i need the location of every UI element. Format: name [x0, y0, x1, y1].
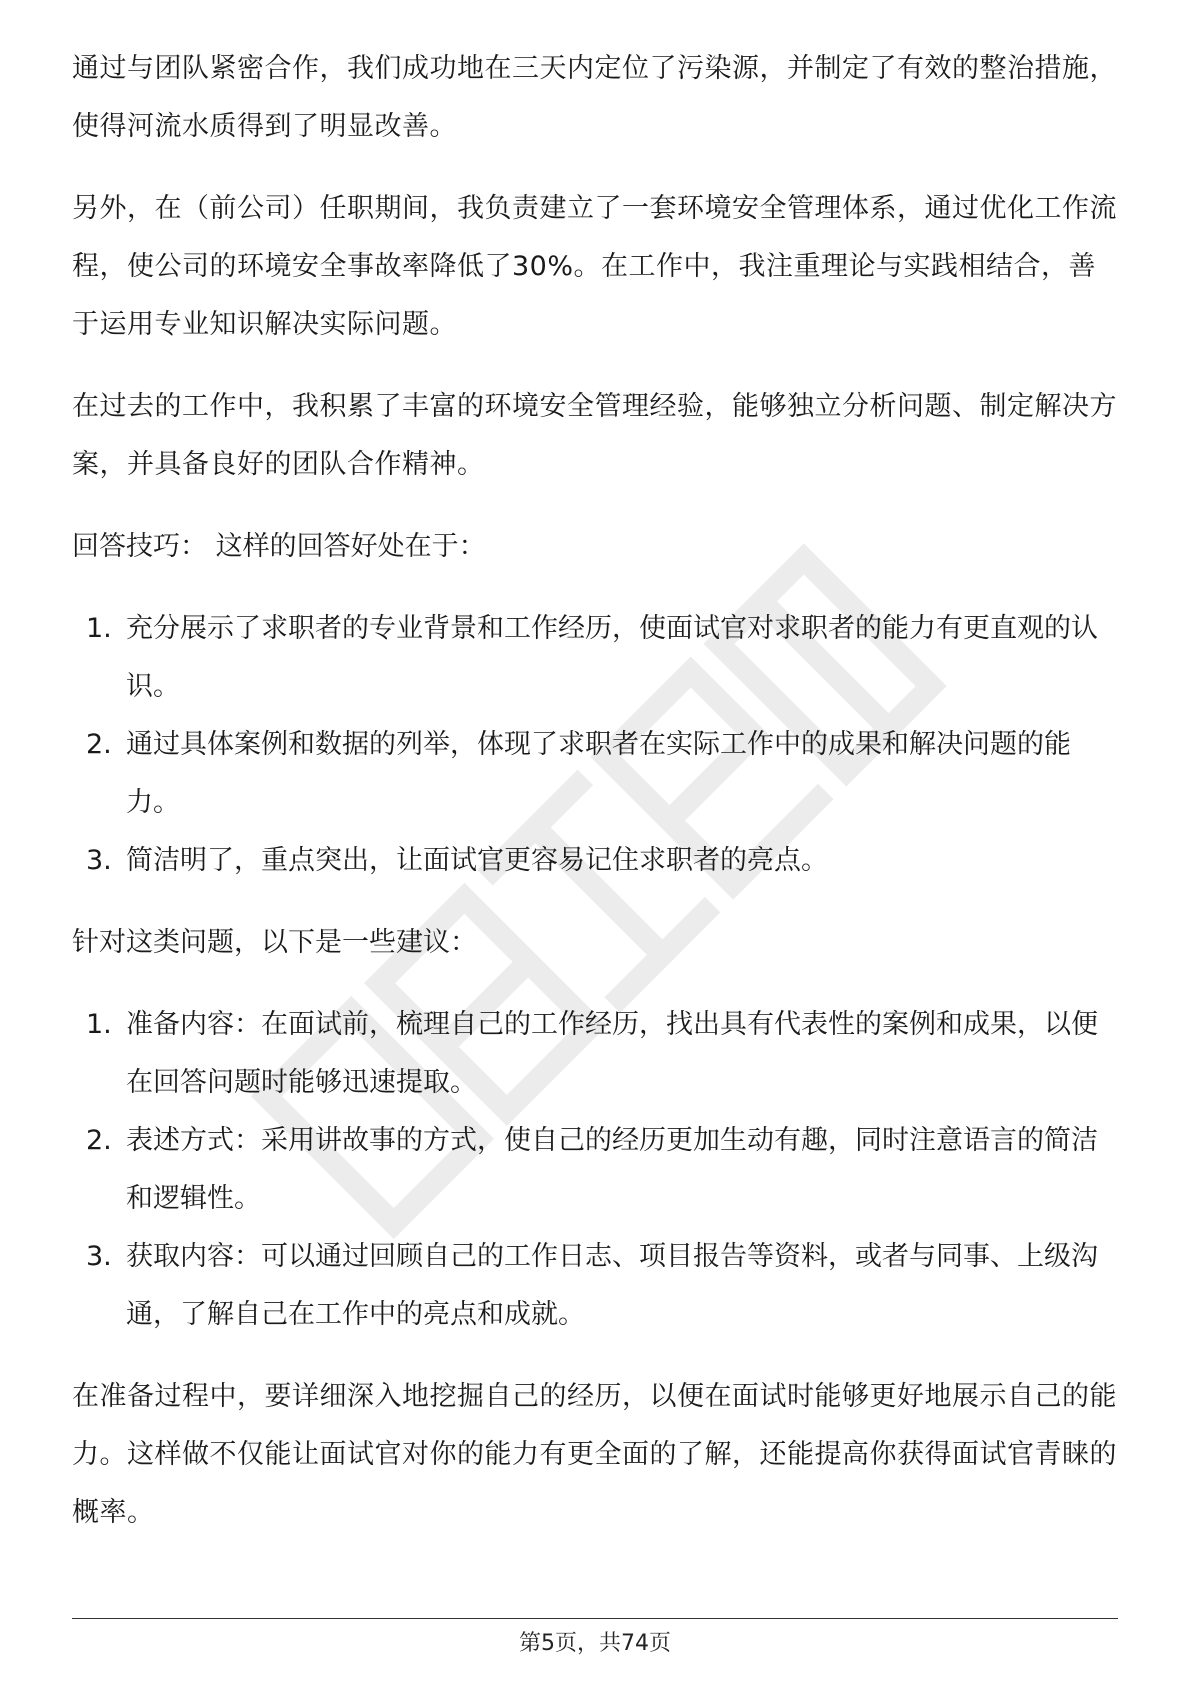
list-number: 2.	[86, 1125, 112, 1156]
paragraph-2: 另外，在（前公司）任职期间，我负责建立了一套环境安全管理体系，通过优化工作流程，使公司的环境安全事故率降低了30%。在工作中，我注重理论与实践相结合，善于运用专业知识解决实际问题。	[72, 193, 1117, 340]
closing-paragraph: 在准备过程中，要详细深入地挖掘自己的经历，以便在面试时能够更好地展示自己的能力。这样做不仅能让面试官对你的能力有更全面的了解，还能提高你获得面试官青睐的概率。	[72, 1381, 1117, 1528]
list-text: 简洁明了，重点突出，让面试官更容易记住求职者的亮点。	[126, 845, 828, 876]
list-text: 充分展示了求职者的专业背景和工作经历，使面试官对求职者的能力有更直观的认识。	[126, 613, 1098, 702]
paragraph-3: 在过去的工作中，我积累了丰富的环境安全管理经验，能够独立分析问题、制定解决方案，并具备良好的团队合作精神。	[72, 391, 1117, 480]
tips-list	[72, 600, 1118, 890]
list-item	[72, 1112, 1118, 1228]
list-item	[72, 996, 1118, 1112]
list-text: 通过具体案例和数据的列举，体现了求职者在实际工作中的成果和解决问题的能力。	[126, 729, 1071, 818]
tips-heading: 回答技巧： 这样的回答好处在于：	[72, 531, 486, 562]
list-text: 获取内容：可以通过回顾自己的工作日志、项目报告等资料，或者与同事、上级沟通，了解自己在工作中的亮点和成就。	[126, 1241, 1098, 1330]
document-body	[72, 40, 1118, 1566]
list-number: 3.	[86, 845, 112, 876]
advice-list	[72, 996, 1118, 1344]
list-number: 2.	[86, 729, 112, 760]
list-item	[72, 832, 1118, 890]
advice-heading: 针对这类问题，以下是一些建议：	[72, 927, 477, 958]
list-number: 1.	[86, 1009, 112, 1040]
paragraph-1: 通过与团队紧密合作，我们成功地在三天内定位了污染源，并制定了有效的整治措施，使得河流水质得到了明显改善。	[72, 53, 1117, 142]
list-item	[72, 600, 1118, 716]
page-number: 第5页，共74页	[519, 1631, 671, 1656]
footer-divider	[72, 1618, 1118, 1619]
list-item	[72, 1228, 1118, 1344]
list-text: 准备内容：在面试前，梳理自己的工作经历，找出具有代表性的案例和成果，以便在回答问题时能够迅速提取。	[126, 1009, 1098, 1098]
list-number: 1.	[86, 613, 112, 644]
list-item	[72, 716, 1118, 832]
list-text: 表述方式：采用讲故事的方式，使自己的经历更加生动有趣，同时注意语言的简洁和逻辑性。	[126, 1125, 1098, 1214]
list-number: 3.	[86, 1241, 112, 1272]
